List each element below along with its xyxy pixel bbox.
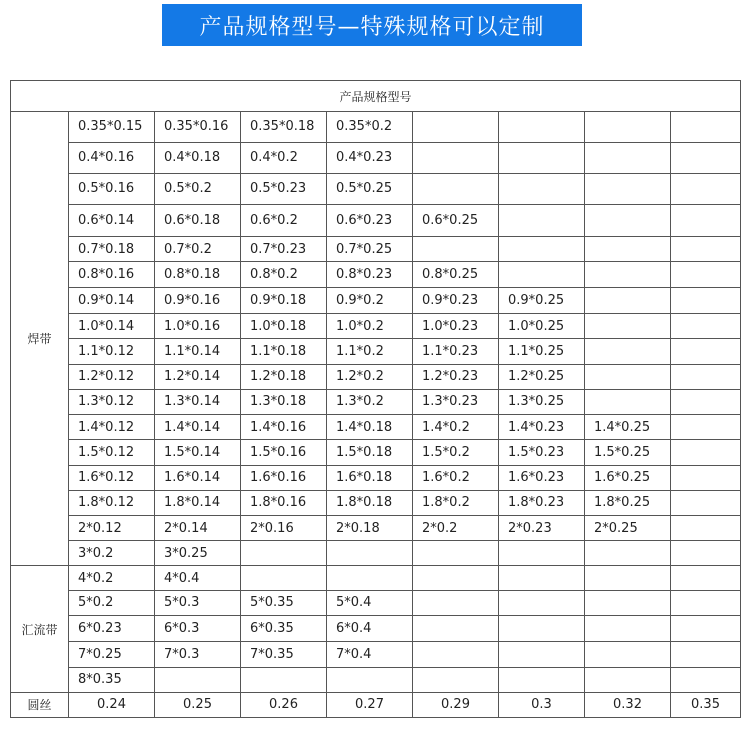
spec-cell (499, 173, 585, 204)
spec-cell: 1.8*0.14 (155, 490, 241, 515)
spec-cell: 1.5*0.2 (413, 440, 499, 465)
spec-cell: 5*0.4 (327, 590, 413, 615)
spec-cell: 0.35*0.15 (69, 112, 155, 142)
spec-cell: 1.8*0.23 (499, 490, 585, 515)
spec-cell: 7*0.35 (241, 642, 327, 668)
spec-cell: 1.2*0.25 (499, 364, 585, 389)
spec-cell: 1.8*0.18 (327, 490, 413, 515)
spec-cell: 1.2*0.23 (413, 364, 499, 389)
spec-cell (241, 541, 327, 566)
spec-cell: 3*0.2 (69, 541, 155, 566)
category-label: 焊带 (11, 112, 69, 566)
spec-cell (671, 261, 741, 287)
spec-cell: 1.6*0.2 (413, 465, 499, 490)
table-row (11, 261, 741, 287)
spec-cell: 1.4*0.16 (241, 415, 327, 440)
spec-cell (671, 314, 741, 339)
spec-cell: 2*0.2 (413, 515, 499, 540)
spec-cell (413, 566, 499, 590)
spec-cell (327, 541, 413, 566)
table-row (11, 237, 741, 261)
spec-cell: 0.6*0.14 (69, 205, 155, 237)
spec-cell: 1.1*0.18 (241, 339, 327, 364)
spec-cell (585, 590, 671, 615)
spec-cell: 0.6*0.25 (413, 205, 499, 237)
spec-cell: 0.4*0.18 (155, 142, 241, 173)
spec-cell (413, 615, 499, 641)
table-row (11, 440, 741, 465)
wire-diameter-cell: 0.27 (327, 692, 413, 717)
spec-cell (585, 287, 671, 313)
spec-cell: 1.5*0.16 (241, 440, 327, 465)
spec-cell: 1.1*0.14 (155, 339, 241, 364)
spec-cell: 1.6*0.14 (155, 465, 241, 490)
spec-cell (413, 142, 499, 173)
spec-cell: 1.5*0.18 (327, 440, 413, 465)
spec-cell: 1.4*0.23 (499, 415, 585, 440)
spec-cell (499, 205, 585, 237)
spec-cell (499, 615, 585, 641)
spec-cell (585, 112, 671, 142)
spec-cell (671, 415, 741, 440)
spec-cell: 0.8*0.16 (69, 261, 155, 287)
spec-cell: 1.0*0.14 (69, 314, 155, 339)
spec-cell: 0.8*0.25 (413, 261, 499, 287)
spec-cell (327, 668, 413, 692)
spec-cell: 0.5*0.23 (241, 173, 327, 204)
spec-cell: 1.4*0.18 (327, 415, 413, 440)
table-row (11, 389, 741, 414)
spec-cell (585, 339, 671, 364)
spec-cell: 2*0.23 (499, 515, 585, 540)
table-row (11, 142, 741, 173)
spec-cell (155, 668, 241, 692)
spec-cell (671, 515, 741, 540)
spec-cell (671, 590, 741, 615)
spec-cell (671, 465, 741, 490)
spec-cell (671, 287, 741, 313)
table-row (11, 566, 741, 590)
spec-cell (499, 668, 585, 692)
spec-cell (671, 440, 741, 465)
spec-cell (671, 615, 741, 641)
spec-cell: 0.8*0.23 (327, 261, 413, 287)
spec-cell (671, 112, 741, 142)
spec-cell: 0.9*0.2 (327, 287, 413, 313)
page-title-banner (162, 4, 582, 46)
wire-diameter-cell: 0.3 (499, 692, 585, 717)
spec-cell (671, 205, 741, 237)
spec-cell (585, 615, 671, 641)
spec-cell: 1.5*0.25 (585, 440, 671, 465)
spec-cell: 0.5*0.2 (155, 173, 241, 204)
spec-cell (585, 142, 671, 173)
spec-cell: 2*0.12 (69, 515, 155, 540)
spec-cell (585, 205, 671, 237)
page-title: 产品规格型号—特殊规格可以定制 (199, 14, 545, 40)
spec-cell (241, 566, 327, 590)
spec-cell: 1.1*0.12 (69, 339, 155, 364)
spec-cell: 4*0.4 (155, 566, 241, 590)
spec-cell (671, 642, 741, 668)
spec-cell: 1.5*0.14 (155, 440, 241, 465)
spec-cell: 1.4*0.2 (413, 415, 499, 440)
spec-cell: 1.6*0.25 (585, 465, 671, 490)
spec-cell: 0.4*0.16 (69, 142, 155, 173)
spec-cell (585, 642, 671, 668)
spec-cell: 0.9*0.14 (69, 287, 155, 313)
table-row (11, 339, 741, 364)
spec-cell: 1.2*0.12 (69, 364, 155, 389)
spec-cell: 0.5*0.25 (327, 173, 413, 204)
table-row (11, 490, 741, 515)
spec-cell: 5*0.2 (69, 590, 155, 615)
table-row (11, 541, 741, 566)
spec-cell: 0.6*0.2 (241, 205, 327, 237)
spec-cell (585, 566, 671, 590)
spec-cell: 7*0.4 (327, 642, 413, 668)
spec-cell: 1.2*0.18 (241, 364, 327, 389)
spec-cell: 0.9*0.23 (413, 287, 499, 313)
spec-cell: 1.6*0.16 (241, 465, 327, 490)
spec-cell (671, 541, 741, 566)
spec-cell (585, 237, 671, 261)
spec-cell: 1.4*0.25 (585, 415, 671, 440)
table-header-row (11, 81, 741, 112)
table-row (11, 364, 741, 389)
table-row (11, 465, 741, 490)
table-row (11, 415, 741, 440)
spec-cell (585, 314, 671, 339)
spec-cell (585, 173, 671, 204)
spec-cell: 1.6*0.23 (499, 465, 585, 490)
spec-cell: 1.3*0.25 (499, 389, 585, 414)
spec-cell: 1.2*0.2 (327, 364, 413, 389)
wire-diameter-cell: 0.35 (671, 692, 741, 717)
spec-cell: 0.9*0.18 (241, 287, 327, 313)
spec-cell (499, 112, 585, 142)
table-row (11, 590, 741, 615)
spec-cell: 1.5*0.23 (499, 440, 585, 465)
spec-cell: 1.4*0.14 (155, 415, 241, 440)
spec-cell (585, 541, 671, 566)
table-row (11, 515, 741, 540)
wire-diameter-cell: 0.26 (241, 692, 327, 717)
spec-cell: 0.8*0.18 (155, 261, 241, 287)
table-row (11, 615, 741, 641)
spec-cell: 1.1*0.25 (499, 339, 585, 364)
wire-diameter-cell: 0.29 (413, 692, 499, 717)
spec-cell (327, 566, 413, 590)
spec-cell (671, 490, 741, 515)
spec-cell: 0.35*0.16 (155, 112, 241, 142)
spec-cell (413, 237, 499, 261)
spec-cell: 1.0*0.18 (241, 314, 327, 339)
wire-diameter-cell: 0.32 (585, 692, 671, 717)
spec-cell: 1.3*0.12 (69, 389, 155, 414)
spec-cell: 2*0.25 (585, 515, 671, 540)
spec-cell: 0.6*0.23 (327, 205, 413, 237)
spec-cell: 0.35*0.2 (327, 112, 413, 142)
spec-cell: 0.7*0.2 (155, 237, 241, 261)
spec-table-body (11, 81, 741, 718)
spec-cell: 1.5*0.12 (69, 440, 155, 465)
spec-cell (499, 642, 585, 668)
spec-cell: 2*0.16 (241, 515, 327, 540)
wire-diameter-cell: 0.24 (69, 692, 155, 717)
spec-cell: 0.5*0.16 (69, 173, 155, 204)
spec-cell (671, 339, 741, 364)
spec-cell: 1.6*0.18 (327, 465, 413, 490)
spec-cell (241, 668, 327, 692)
table-row (11, 668, 741, 692)
spec-cell (671, 566, 741, 590)
spec-cell (671, 668, 741, 692)
spec-cell: 0.7*0.23 (241, 237, 327, 261)
spec-cell: 3*0.25 (155, 541, 241, 566)
table-row (11, 642, 741, 668)
spec-cell (499, 237, 585, 261)
spec-cell: 2*0.14 (155, 515, 241, 540)
spec-cell: 0.4*0.23 (327, 142, 413, 173)
spec-cell: 0.4*0.2 (241, 142, 327, 173)
spec-cell: 1.4*0.12 (69, 415, 155, 440)
spec-cell: 1.6*0.12 (69, 465, 155, 490)
spec-cell (585, 668, 671, 692)
spec-cell: 6*0.4 (327, 615, 413, 641)
spec-cell: 1.0*0.2 (327, 314, 413, 339)
spec-cell: 1.8*0.12 (69, 490, 155, 515)
spec-cell: 4*0.2 (69, 566, 155, 590)
spec-cell: 1.3*0.2 (327, 389, 413, 414)
spec-cell (413, 590, 499, 615)
spec-cell: 0.9*0.16 (155, 287, 241, 313)
spec-cell (671, 173, 741, 204)
table-header: 产品规格型号 (11, 81, 741, 112)
spec-cell: 8*0.35 (69, 668, 155, 692)
spec-cell: 1.3*0.18 (241, 389, 327, 414)
spec-cell: 1.0*0.16 (155, 314, 241, 339)
spec-cell: 0.6*0.18 (155, 205, 241, 237)
spec-cell: 1.8*0.16 (241, 490, 327, 515)
spec-table (10, 80, 741, 718)
table-row (11, 314, 741, 339)
spec-cell: 5*0.3 (155, 590, 241, 615)
table-row (11, 173, 741, 204)
spec-cell (499, 541, 585, 566)
spec-cell: 1.2*0.14 (155, 364, 241, 389)
spec-cell: 0.9*0.25 (499, 287, 585, 313)
spec-cell: 1.1*0.23 (413, 339, 499, 364)
spec-cell: 1.1*0.2 (327, 339, 413, 364)
spec-cell: 0.7*0.18 (69, 237, 155, 261)
spec-cell (413, 642, 499, 668)
spec-cell: 7*0.3 (155, 642, 241, 668)
spec-cell: 1.3*0.23 (413, 389, 499, 414)
spec-cell (585, 389, 671, 414)
spec-cell: 1.0*0.25 (499, 314, 585, 339)
spec-cell: 1.8*0.25 (585, 490, 671, 515)
spec-cell (413, 112, 499, 142)
category-label: 圆丝 (11, 692, 69, 717)
spec-cell: 0.35*0.18 (241, 112, 327, 142)
table-row (11, 205, 741, 237)
spec-cell: 6*0.3 (155, 615, 241, 641)
spec-cell (499, 142, 585, 173)
table-row (11, 112, 741, 142)
table-row-wire (11, 692, 741, 717)
spec-cell (413, 541, 499, 566)
spec-cell: 6*0.35 (241, 615, 327, 641)
spec-cell (671, 389, 741, 414)
spec-cell: 0.8*0.2 (241, 261, 327, 287)
spec-cell (671, 142, 741, 173)
wire-diameter-cell: 0.25 (155, 692, 241, 717)
spec-cell: 1.8*0.2 (413, 490, 499, 515)
spec-cell (585, 364, 671, 389)
spec-cell (413, 173, 499, 204)
spec-cell (671, 364, 741, 389)
table-row (11, 287, 741, 313)
spec-cell (499, 566, 585, 590)
spec-cell: 2*0.18 (327, 515, 413, 540)
spec-cell (499, 261, 585, 287)
spec-cell: 7*0.25 (69, 642, 155, 668)
spec-cell: 1.3*0.14 (155, 389, 241, 414)
spec-cell (671, 237, 741, 261)
spec-cell: 1.0*0.23 (413, 314, 499, 339)
spec-cell (585, 261, 671, 287)
spec-cell (499, 590, 585, 615)
spec-cell: 6*0.23 (69, 615, 155, 641)
spec-cell: 5*0.35 (241, 590, 327, 615)
category-label: 汇流带 (11, 566, 69, 692)
spec-cell (413, 668, 499, 692)
spec-cell: 0.7*0.25 (327, 237, 413, 261)
